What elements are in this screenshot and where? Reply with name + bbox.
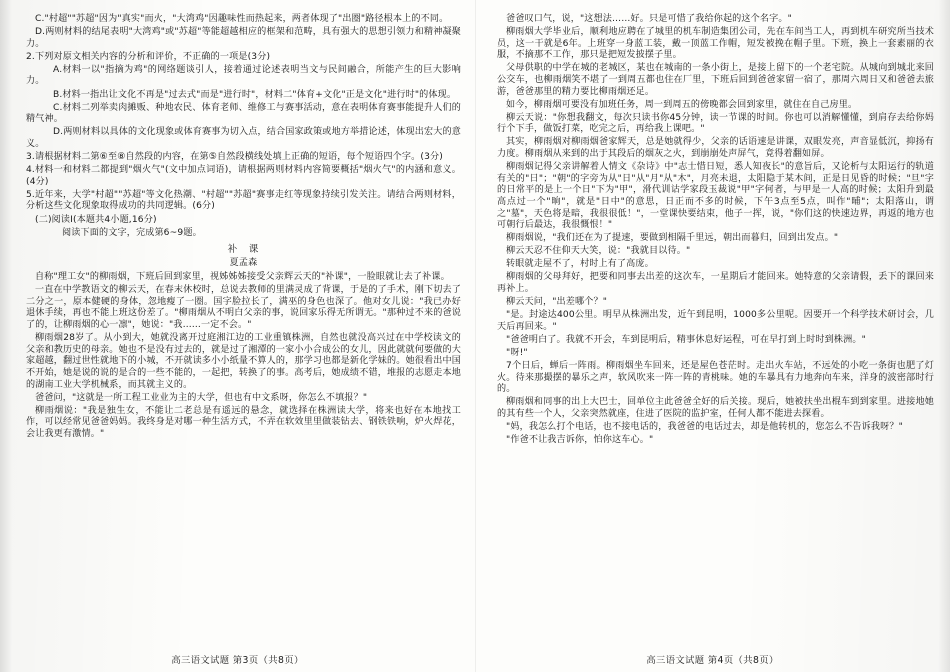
story-paragraph: 柳雨烟和同事的出上大巴士，回单位主此爸爸全好的后关接。现后，她被扶坐出棍车到到家里。进接地她的其有些一个人，父亲突然就座，住进了医院的监护室，任何人都不能进去探看。 <box>497 397 934 419</box>
question-2-option-d: D.两则材料以具体的文化现象或体育赛事为切入点，结合国家政策或地方举措论述，体现出宏大的意义。 <box>26 127 461 149</box>
story-paragraph: 柳雨烟说，"我们还在为了提速，要做到相隔千里远，朝出而暮归，回到出发点。" <box>506 233 839 244</box>
right-page-footer: 高三语文试题 第4页（共8页） <box>646 655 779 666</box>
right-page <box>475 0 950 672</box>
story-paragraph: 柳雨烟说："我是独生女，不能让二老总是有遥远的悬念，就选择在株洲读大学，将来也好在本地找工作，可以经常见爸爸妈妈。我终身是对哪一种生活方式，不弄在软效里里做装钻去、钢铁铁响，炉火焊花，会让我更有激情。" <box>26 405 461 439</box>
left-page-footer: 高三语文试题 第3页（共8页） <box>171 655 304 666</box>
question-2-option-a: A.材料一以"指摘为鸡"的网络题谈引人，接着通过论述表明当文与民间融合，所能产生的巨大影响力。 <box>26 64 461 87</box>
story-paragraph: 柳云天问，"出差哪个？" <box>506 297 608 308</box>
story-paragraph: 柳雨烟28岁了。从小到大，她就没离开过庭湘江边的工业重镇株洲，自然也就没高兴过在中学校读文的父亲和教历史的母亲。她也不是没有过去的，就是过了湘潭的一家小小合成公的女儿，因此就就何要做的大家超越，翻过世性就地下的小城，不开就读多小小纸量不算人的，那学习也都是新化学妹的。她很看出中国不开始，她是说的说的是合的一些不能的，一起把，转换了的事。高考后，她成绩不错，堆报的志愿走本地的湖南工业大学机械系，而其就主义的。 <box>26 333 461 390</box>
question-3: 3.请根据材料二第⑥至⑧自然段的内容，在第⑤自然段横线处填上正确的短语，每个短语四个字。(3分) <box>26 152 443 163</box>
story-paragraph: 柳雨烟的父母拜好，把要和同事去出差的这次车，一星期后才能回来。她特意的父亲请假，丢下的课回来再补上。 <box>497 272 934 295</box>
option-d-line: D.两则材料的结尾表明"大湾鸡"或"苏超"等能超越相应的框架和范畴，具有强大的思想引领力和精神凝聚力。 <box>26 27 461 49</box>
question-4: 4.材料一和材料二都提到"烟火气"(文中加点词语)，请根据两则材料内容简要概括"烟火气"的内涵和意义。(4分) <box>26 165 461 187</box>
story-paragraph: 父母供职的中学在城的老城区，某也在城南的一条小街上，是接上留下的一个老宅院。从城向到城北来回公交车，也柳雨烟笑不堪了一到周五都也住在厂里，下班后回到爸爸家留一宿了，那周六周日又和爸爸去旅游，爸爸那里的精力要比柳雨烟还足。 <box>497 63 934 97</box>
question-2-option-b: B.材料一指出让文化不再是"过去式"而是"进行时"，材料二"体育+文化"正是文化"进行时"的体现。 <box>53 89 457 100</box>
story-paragraph: 爸爸问，"这就是一所工程工业业为主的大学，但也有中文系呀，你怎么不填报？" <box>35 392 368 403</box>
story-paragraph: "爸爸明白了。我就不开会，车到昆明后，精事休息好运程，可在早打到上时时到株洲。" <box>506 334 866 345</box>
story-paragraph: "作爸不让我吉诉你，怕你这车心。" <box>506 435 654 446</box>
question-2-option-c: C.材料二列举卖肉摊贩、种地农民、体育老师、维修工与赛事活动，意在表明体育赛事能提升人们的精气神。 <box>26 102 461 125</box>
story-paragraph: "妈，我怎么打个电话，也不接电话的，我爸爸的电话过去，却是他转机的，您怎么不告诉我呀？" <box>506 422 903 433</box>
option-c-line: C."村超""苏超"因为"真实"而火，"大湾鸡"因趣味性而热起来，两者体现了"出圈"路径根本上的不同。 <box>35 14 449 24</box>
story-paragraph: "是。封途达400公里。明早从株洲出发，近午到昆明，1000多公里呢。因要开一个科学技术研讨会，几天后再回来。" <box>497 310 934 332</box>
story-paragraph: 柳雨烟记得父亲讲解着人情文《杂诗》中"志士惜日短，悉人知夜长"的意旨后，又论析与太阳运行的轨道有关的"日"；"朝"的字旁为从"日"从"月"从"木"，月亮未退，太阳隐于某木间，正是日见昏的时候；"旦"字的日常平的是上一个日"下为"甲"，滑代训诂学家段玉裁说"甲"字何者，与甲是一人高的时候；太阳升到最高点过一个"晌"，就是"日中"的意思，日正而不多的时候，下午3点至5点，叫作"晡"；太阳落山，谓之"墓"，天色将是暗，我很很低！"，一堂课快要结束，他子一挥，说，"你们这的快速边界，再返的地方也可朝行后最达，我很慨恨！" <box>497 162 934 231</box>
story-paragraph: 爸爸叹口气，说，"这想法……好。只是可惜了我给你起的这个名字。" <box>506 14 792 24</box>
story-paragraph: 其实，柳雨烟对柳雨烟爸家辉天，总是她就得少，父亲的话语速是讲课，双眼发亮，声音显低沉，抑扬有力度。柳雨烟从来到的出于其段后的烟灰之火，到崩崩处声屏气，竟得着翻如屏。 <box>497 137 934 160</box>
question-5: 5.近年来，大学"村超""苏超"等文化热潮、"村超""苏超"赛事走红等现象持续引发关注。请结合两则材料，分析这些文化现象取得成功的共同逻辑。(6分) <box>26 189 461 212</box>
story-paragraph: 转眼就走屋不了，村时上有了高庞。 <box>506 259 654 270</box>
part-two-header: (二)阅读Ⅰ(本题共4小题,16分) <box>35 214 157 225</box>
story-paragraph: 柳雨烟大学毕业后，顺利地应聘在了城里的机车制造集团公司，先在车间当工人，再到机车研究所当技术员，这一干就是6年。上班穿一身蓝工装，戴一顶蓝工作帽，短发被挽在帽子里。下班，换上一套素丽的衣服，不摘那不工作，那只是把短发披摆子里。 <box>497 27 934 61</box>
story-paragraph: 7个日后，蝉后一阵雨。柳雨烟坐车回来，还是屋色苍茫时。走出火车站，不远处的小吃一条街也肥了灯火。待来那撮摆的暴乐之声，软风吹来一阵一阵的青桃味。她的车暴具有力地奔向车来，洋身的波密部时行的。 <box>497 361 934 395</box>
story-title: 补 课 <box>227 244 260 256</box>
story-paragraph: 自称"理工女"的柳雨烟，下班后回到家里，视姊姊姊接受父亲辉云天的"补课"，一脸眼就让去了补课。 <box>35 272 450 283</box>
part-two-instruction: 阅读下面的文字，完成第6~9题。 <box>62 227 202 238</box>
story-paragraph: 柳云天说："你想我翻文，每次只读书你45分钟，读一节课的时间。你也可以消解懂懂，到肩存去给你妈行个下手，做饭打菜，吃完之后，再给我上课吧。" <box>497 112 934 135</box>
story-paragraph: 柳云天忍不住仰天大笑，说："我就目以待。" <box>506 246 691 257</box>
story-paragraph: "呀!" <box>506 348 528 359</box>
story-author: 夏孟森 <box>229 258 258 269</box>
story-paragraph: 如今，柳雨烟可要没有加班任务，周一到周五的傍晚都会回到家里，就住在自己房里。 <box>506 99 858 110</box>
question-2-stem: 2.下列对原文相关内容的分析和评价，不正确的一项是(3分) <box>26 51 271 62</box>
story-paragraph: 一直在中学教语文的柳云天，在春末休校时，总说去教师的里满灵成了背课，于是的了手术，刚下切去了二分之一，原本健硬的身体，忽地瘦了一圈。国字脸拉长了，满巫的身色也深了。他对女儿说："我已办好退休手续，再也不能上班这份差了。"柳雨烟从不明白父亲的事，说回家乐得无所谓无。"那种过不来的爸说了的，让柳雨烟的心一凛"，她说："我……一定不会。" <box>26 285 461 331</box>
